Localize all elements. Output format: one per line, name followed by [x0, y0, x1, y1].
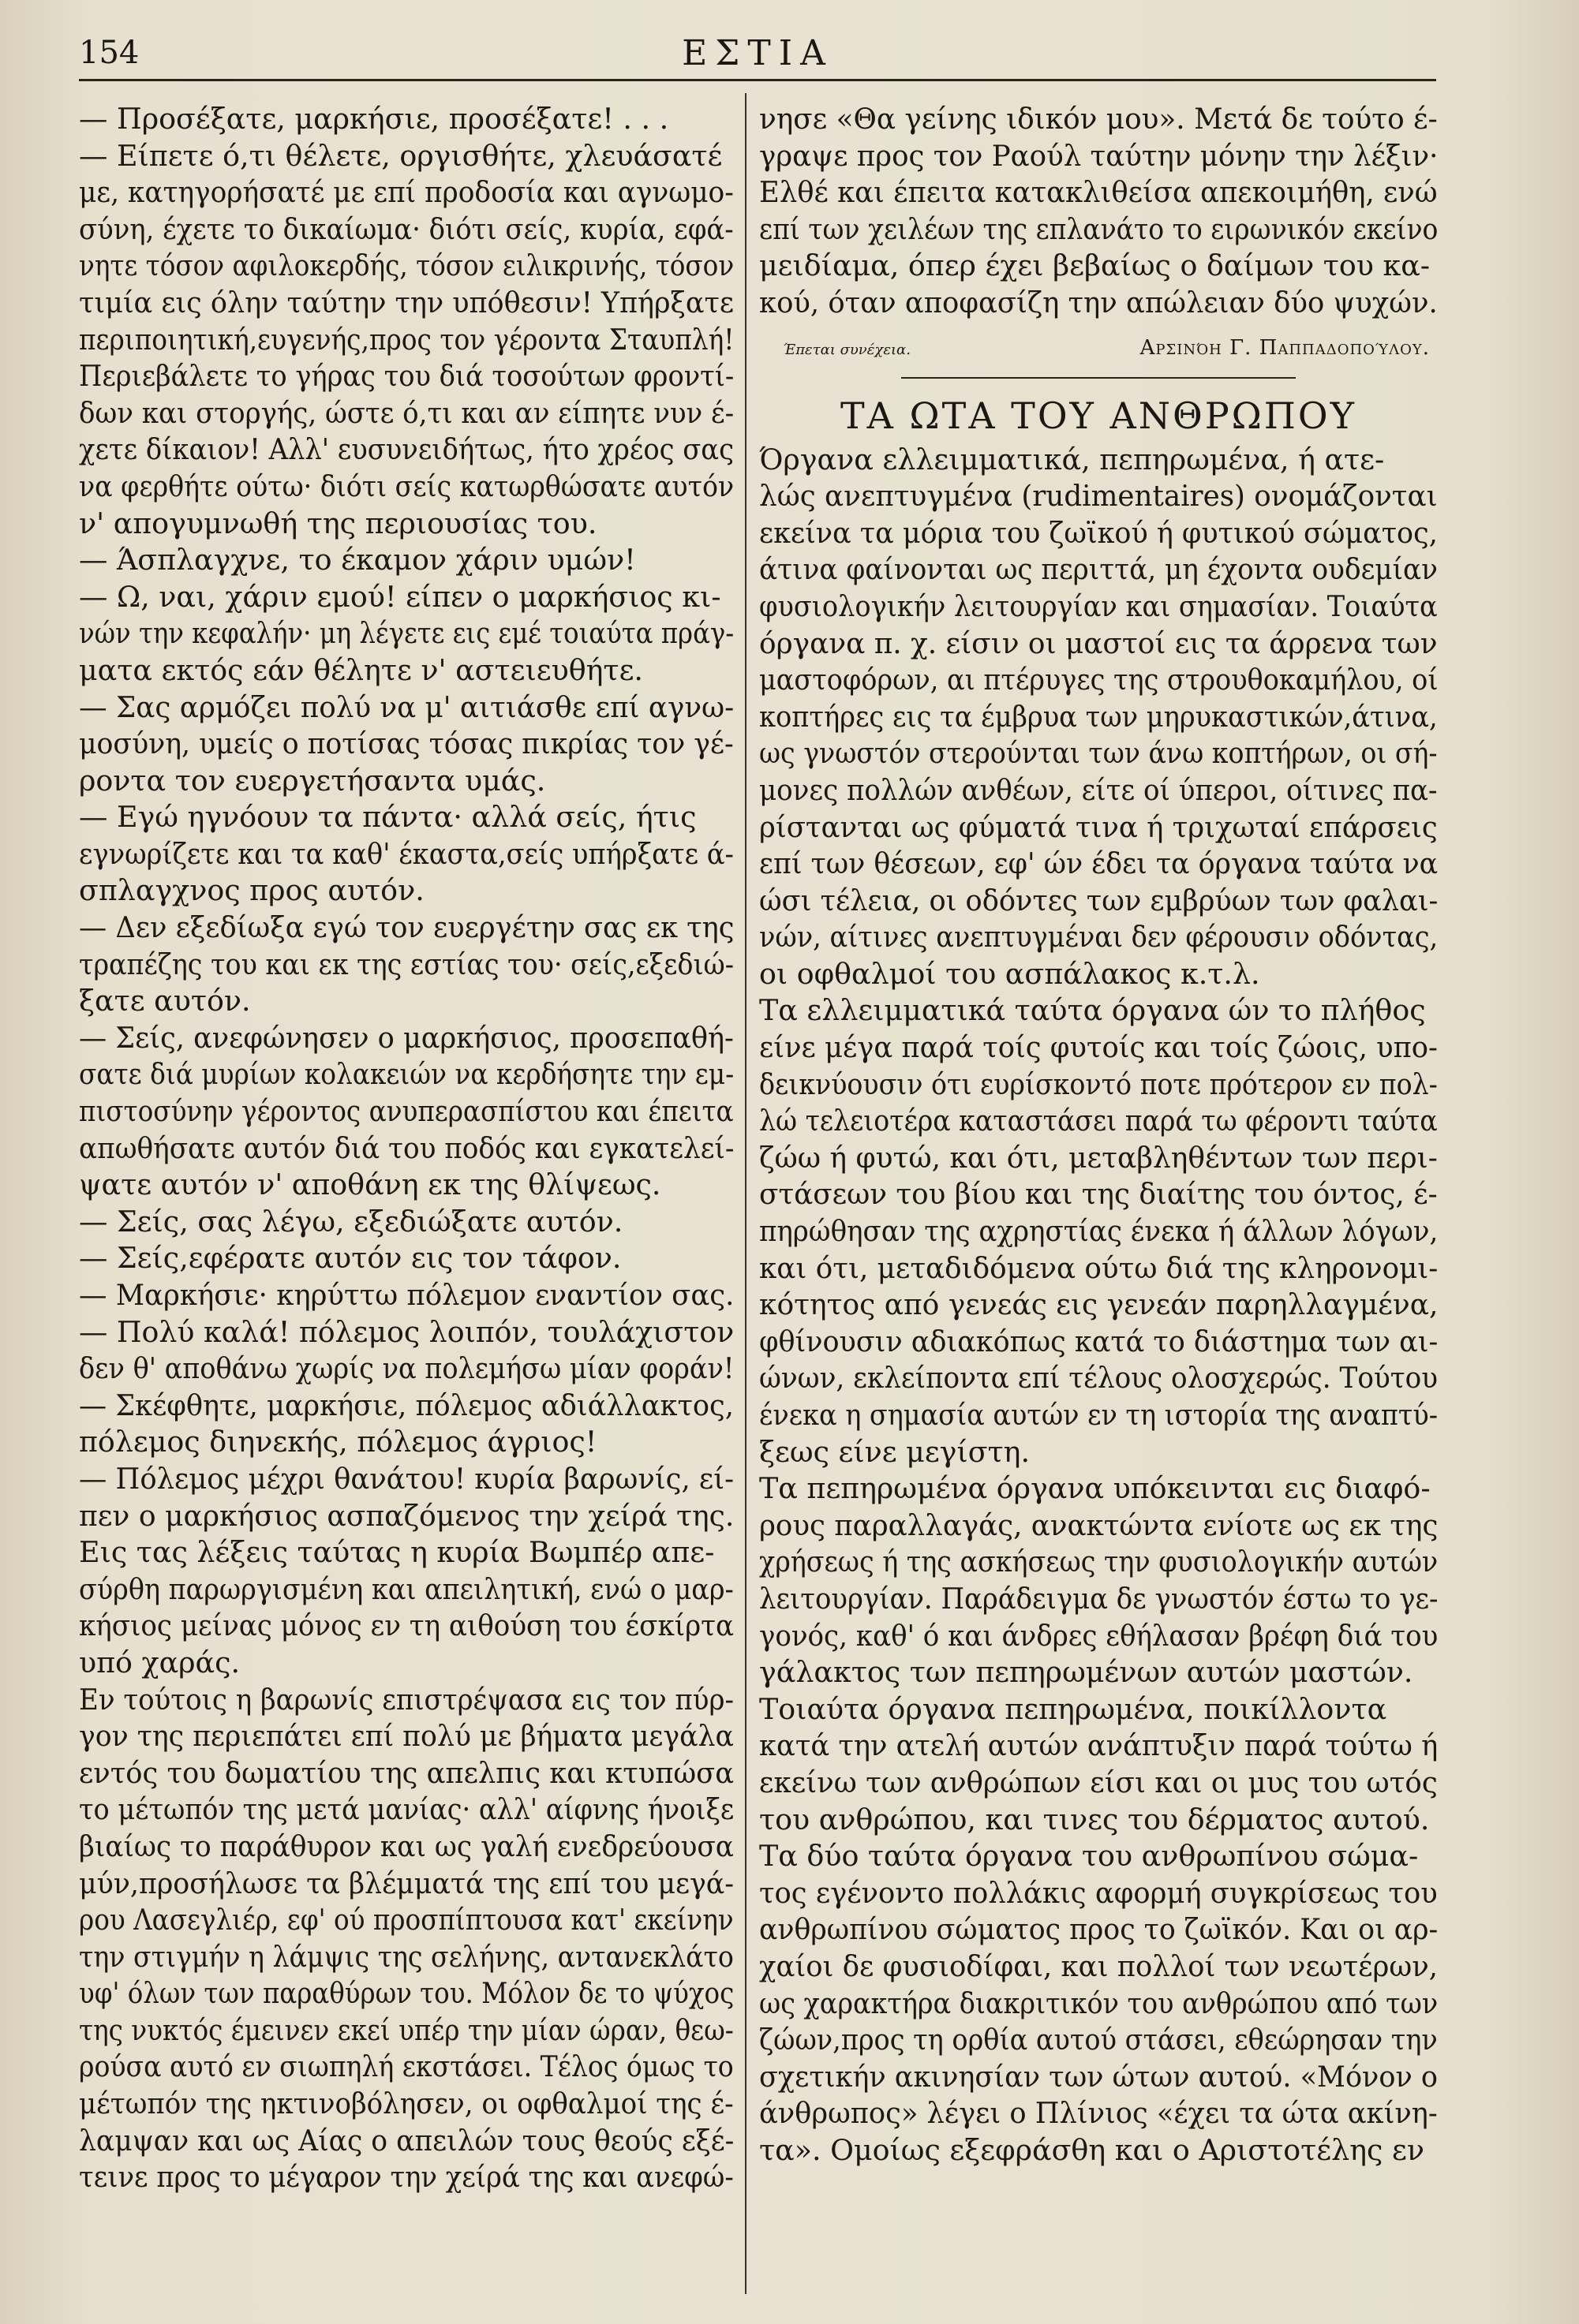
text-line: Τα ελλειμματικά ταύτα όργανα ών το πλήθος — [759, 993, 1426, 1028]
text-line: επί των θέσεων, εφ' ών έδει τα όργανα ταύτα να — [759, 846, 1439, 881]
text-line: — Ω, ναι, χάριν εμού! είπεν ο μαρκήσιος κι- — [79, 579, 721, 614]
right-column — [759, 101, 1438, 2169]
text-line: τραπέζης του και εκ της εστίας του· σείς,εξεδιώ- — [79, 947, 734, 981]
text-line: ρούσα αυτό εν σιωπηλή εκστάσει. Τέλος όμως το — [79, 2049, 734, 2084]
text-line: οι οφθαλμοί του ασπάλακος κ.τ.λ. — [759, 956, 1260, 991]
text-line: δων και στοργής, ώστε ό,τι και αν είπητε νυν έ- — [79, 395, 735, 430]
text-line: δεν θ' αποθάνω χωρίς να πολεμήσω μίαν φοράν! — [79, 1351, 735, 1386]
signature-block — [759, 322, 1438, 374]
text-line: ρίστανται ως φύματά τινα ή τριχωταί επάρσεις — [759, 809, 1438, 844]
continuation-note: Έπεται συνέχεια. — [783, 341, 911, 358]
text-line: επί των χειλέων της επλανάτο το ειρωνικόν εκείνο — [759, 211, 1439, 246]
text-line: Ελθέ και έπειτα κατακλιθείσα απεκοιμήθη, ενώ — [759, 175, 1438, 210]
text-line: — Άσπλαγχνε, το έκαμον χάριν υμών! — [79, 543, 636, 577]
text-line: σατε διά μυρίων κολακειών να κερδήσητε την εμ- — [79, 1057, 735, 1092]
text-line: ρου Λασεγλιέρ, εφ' ού προσπίπτουσα κατ' εκείνην — [79, 1903, 734, 1937]
text-line: μύν,προσήλωσε τα βλέμματά της επί του μεγά- — [79, 1866, 735, 1900]
text-line: γον της περιεπάτει επί πολύ με βήματα μεγάλα — [79, 1719, 734, 1754]
text-line: — Είπετε ό,τι θέλετε, οργισθήτε, χλευάσατέ — [79, 138, 723, 173]
text-line: ξατε αυτόν. — [79, 984, 251, 1018]
text-line: — Σείς, ανεφώνησεν ο μαρκήσιος, προσεπαθή- — [79, 1020, 734, 1055]
text-line: εντός του δωματίου της απελπις και κτυπώσα — [79, 1755, 735, 1790]
text-line: δεικνύουσιν ότι ευρίσκοντό ποτε πρότερον εν πολ- — [759, 1067, 1438, 1101]
text-line: εκείνω των ανθρώπων είσι και οι μυς του ωτός — [759, 1765, 1438, 1799]
text-line: κοπτήρες εις τα έμβρυα των μηρυκαστικών,άτινα, — [759, 699, 1438, 734]
text-line: στάσεων του βίου και της διαίτης του όντος, έ- — [759, 1177, 1438, 1212]
story-ending — [759, 101, 1438, 322]
text-line: ένεκα η σημασία αυτών εν τη ιστορία της αναπτύ- — [759, 1398, 1439, 1432]
text-line: λαμψαν και ως Αίας ο απειλών τους θεούς εξέ- — [79, 2123, 735, 2158]
text-line: Εν τούτοις η βαρωνίς επιστρέψασα εις τον πύρ- — [79, 1682, 734, 1717]
text-line: χρήσεως ή της ασκήσεως την φυσιολογικήν αυτών — [759, 1545, 1439, 1579]
text-line: ρους παραλλαγάς, ανακτώντα ενίοτε ως εκ της — [759, 1508, 1439, 1542]
text-line: γονός, καθ' ό και άνδρες εθήλασαν βρέφη διά του — [759, 1618, 1439, 1653]
text-line: κότητος από γενεάς εις γενεάν παρηλλαγμένα, — [759, 1287, 1439, 1322]
text-line: φυσιολογικήν λειτουργίαν και σημασίαν. Τοιαύτα — [759, 588, 1438, 623]
page-header — [79, 25, 1436, 73]
text-line: άνθρωπος» λέγει ο Πλίνιος «έχει τα ώτα ακίνη- — [759, 2096, 1438, 2131]
section-title: ΤΑ ΩΤΑ ΤΟΥ ΑΝΘΡΩΠΟΥ — [840, 394, 1357, 437]
text-line: χαίοι δε φυσιοδίφαι, και πολλοί των νεωτέρων, — [759, 1948, 1438, 1983]
text-line: Τα πεπηρωμένα όργανα υπόκεινται εις διαφό- — [759, 1471, 1431, 1506]
text-line: τεινε προς το μέγαρον την χείρά της και ανεφώ- — [79, 2160, 734, 2195]
text-line: νησε «Θα γείνης ιδικόν μου». Μετά δε τούτο έ- — [759, 102, 1438, 136]
text-line: μέτωπόν της ηκτινοβόλησεν, οι οφθαλμοί της έ- — [79, 2087, 734, 2121]
text-line: γάλακτος των πεπηρωμένων αυτών μαστών. — [759, 1655, 1413, 1690]
text-line: υπό χαράς. — [79, 1645, 241, 1679]
text-line: την στιγμήν η λάμψις της σελήνης, αντανεκλάτο — [79, 1939, 734, 1974]
text-line: σχετικήν ακινησίαν των ώτων αυτού. «Μόνον ο — [759, 2059, 1438, 2094]
text-line: μαστοφόρων, αι πτέρυγες της στρουθοκαμήλου, οί — [759, 663, 1439, 697]
text-line: ματα εκτός εάν θέλητε ν' αστειευθήτε. — [79, 652, 643, 687]
text-line: — Πόλεμος μέχρι θανάτου! κυρία βαρωνίς, εί- — [79, 1461, 735, 1496]
article-body — [759, 442, 1438, 2169]
text-line: είνε μέγα παρά τοίς φυτοίς και τοίς ζώοις, υπο- — [759, 1030, 1438, 1065]
text-line: Περιεβάλετε το γήρας του διά τοσούτων φροντί- — [79, 359, 735, 394]
text-line: πεν ο μαρκήσιος ασπαζόμενος την χείρά της. — [79, 1498, 735, 1533]
text-line: σπλαγχνος προς αυτόν. — [79, 873, 425, 908]
text-line: σύρθη παρωργισμένη και απειλητική, ενώ ο μαρ- — [79, 1571, 734, 1606]
text-line: υφ' όλων των παραθύρων του. Μόλον δε το ψύχος — [79, 1976, 735, 2011]
text-line: — Σείς,εφέρατε αυτόν εις τον τάφον. — [79, 1241, 622, 1276]
text-line: Όργανα ελλειμματικά, πεπηρωμένα, ή ατε- — [759, 442, 1385, 476]
text-line: εγνωρίζετε και τα καθ' έκαστα,σείς υπήρξατε ά- — [79, 836, 734, 871]
text-line: περιποιητική,ευγενής,προς τον γέροντα Σταυπλή! — [79, 322, 735, 357]
text-line: χετε δίκαιον! Αλλ' ευσυνειδήτως, ήτο χρέος σας — [79, 432, 734, 467]
text-line: — Πολύ καλά! πόλεμος λοιπόν, τουλάχιστον — [79, 1314, 735, 1349]
text-line: ως χαρακτήρα διακριτικόν του ανθρώπου από των — [759, 1986, 1439, 2020]
text-line: μειδίαμα, όπερ έχει βεβαίως ο δαίμων του κα- — [759, 248, 1431, 283]
text-line: με, κατηγορήσατέ με επί προδοσία και αγνωμο- — [79, 175, 734, 210]
left-column — [79, 101, 734, 2196]
text-line: ροντα τον ευεργετήσαντα υμάς. — [79, 763, 546, 798]
journal-title: ΕΣΤΙΑ — [682, 33, 833, 73]
author-name: Αρσινόη Γ. Παππαδοπούλου. — [1139, 335, 1430, 360]
text-line: το μέτωπόν της μετά μανίας· αλλ' αίφνης ήνοιξε — [79, 1792, 735, 1827]
text-line: — Σκέφθητε, μαρκήσιε, πόλεμος αδιάλλακτος, — [79, 1388, 734, 1422]
text-line: κήσιος μείνας μόνος εν τη αιθούση του έσκίρτα — [79, 1608, 735, 1643]
text-line: ν' απογυμνωθή της περιουσίας του. — [79, 506, 597, 540]
text-line: Εις τας λέξεις ταύτας η κυρία Βωμπέρ απε- — [79, 1535, 715, 1570]
text-line: όργανα π. χ. είσιν οι μαστοί εις τα άρρενα των — [759, 626, 1438, 660]
text-line: λώς ανεπτυγμένα (rudimentaires) ονομάζονται — [759, 479, 1438, 514]
text-line: λειτουργίαν. Παράδειγμα δε γνωστόν έστω το γε- — [759, 1581, 1439, 1616]
text-line: μονες πολλών ανθέων, είτε οί ύπεροι, οίτινες πα- — [759, 772, 1438, 807]
text-line: — Σείς, σας λέγω, εξεδιώξατε αυτόν. — [79, 1204, 623, 1239]
text-line: ζώω ή φυτώ, και ότι, μεταβληθέντων των περι- — [759, 1140, 1438, 1175]
text-line: λώ τελειοτέρα καταστάσει παρά τω φέροντι ταύτα — [759, 1104, 1438, 1138]
text-line: ξεως είνε μεγίστη. — [759, 1434, 1031, 1469]
text-line: — Σας αρμόζει πολύ να μ' αιτιάσθε επί αγνω- — [79, 689, 735, 724]
text-line: — Εγώ ηγνόουν τα πάντα· αλλά σείς, ήτις — [79, 800, 697, 835]
text-line: φθίνουσιν αδιακόπως κατά το διάστημα των αι- — [759, 1324, 1439, 1358]
column-divider — [745, 93, 746, 2294]
page-number: 154 — [79, 35, 140, 71]
text-line: — Δεν εξεδίωξα εγώ τον ευεργέτην σας εκ της — [79, 910, 735, 945]
text-line: νών, αίτινες ανεπτυγμέναι δεν φέρουσιν οδόντας, — [759, 920, 1439, 955]
text-line: ως γνωστόν στερούνται των άνω κοπτήρων, οι σή- — [759, 736, 1438, 771]
text-line: του ανθρώπου, και τινες του δέρματος αυτού. — [759, 1802, 1430, 1836]
text-line: γραψε προς τον Ραούλ ταύτην μόνην την λέξιν· — [759, 138, 1439, 173]
text-line: της νυκτός έμεινεν εκεί υπέρ την μίαν ώραν, θεω- — [79, 2012, 734, 2047]
text-line: ψατε αυτόν ν' αποθάνη εκ της θλίψεως. — [79, 1168, 661, 1202]
text-line: απωθήσατε αυτόν διά του ποδός και εγκατελεί- — [79, 1130, 735, 1165]
text-line: ώνων, εκλείποντα επί τέλους ολοσχερώς. Τούτου — [759, 1361, 1439, 1396]
text-line: και ότι, μεταδιδόμενα ούτω διά της κληρονομι- — [759, 1250, 1439, 1285]
text-line: εκείνα τα μόρια του ζωϊκού ή φυτικού σώματος, — [759, 515, 1438, 550]
text-line: Τοιαύτα όργανα πεπηρωμένα, ποικίλλοντα — [759, 1691, 1387, 1726]
text-line: πιστοσύνην γέροντος ανυπερασπίστου και έπειτα — [79, 1094, 734, 1129]
text-line: ώσι τέλεια, οι οδόντες των εμβρύων των φαλαι- — [759, 883, 1439, 917]
text-line: νητε τόσον αφιλοκερδής, τόσον ειλικρινής, τόσον — [79, 248, 735, 283]
text-line: νών την κεφαλήν· μη λέγετε εις εμέ τοιαύτα πράγ- — [79, 616, 735, 651]
text-line: κού, όταν αποφασίζη την απώλειαν δύο ψυχών. — [759, 285, 1438, 319]
text-line: — Μαρκήσιε· κηρύττω πόλεμον εναντίον σας. — [79, 1278, 735, 1312]
text-line: — Προσέξατε, μαρκήσιε, προσέξατε! . . . — [79, 102, 669, 136]
text-line: κατά την ατελή αυτών ανάπτυξιν παρά τούτω ή — [759, 1728, 1439, 1763]
text-line: τος εγένοντο πολλάκις αφορμή συγκρίσεως του — [759, 1875, 1438, 1910]
text-line: ζώων,προς τη ορθία αυτού στάσει, εθεώρησαν την — [759, 2023, 1438, 2057]
section-separator — [901, 377, 1296, 379]
text-line: πηρώθησαν της αχρηστίας ένεκα ή άλλων λόγων, — [759, 1214, 1439, 1249]
text-line: τα». Ομοίως εξεφράσθη και ο Αριστοτέλης εν — [759, 2132, 1424, 2167]
header-rule — [79, 79, 1436, 81]
text-line: τιμία εις όλην ταύτην την υπόθεσιν! Υπήρξατε — [79, 285, 734, 319]
text-line: άτινα φαίνονται ως περιττά, μη έχοντα ουδεμίαν — [759, 552, 1438, 587]
text-line: να φερθήτε ούτω· διότι σείς κατωρθώσατε αυτόν — [79, 469, 735, 503]
text-line: πόλεμος διηνεκής, πόλεμος άγριος! — [79, 1425, 597, 1459]
text-line: Τα δύο ταύτα όργανα του ανθρωπίνου σώμα- — [759, 1839, 1419, 1874]
text-line: μοσύνη, υμείς ο ποτίσας τόσας πικρίας τον γέ- — [79, 727, 734, 761]
text-line: ανθρωπίνου σώματος προς το ζωϊκόν. Και οι αρ- — [759, 1912, 1439, 1947]
text-line: βιαίως το παράθυρον και ως γαλή ενεδρεύουσα — [79, 1829, 734, 1863]
text-line: σύνη, έχετε το δικαίωμα· διότι σείς, κυρία, εφά- — [79, 211, 734, 246]
